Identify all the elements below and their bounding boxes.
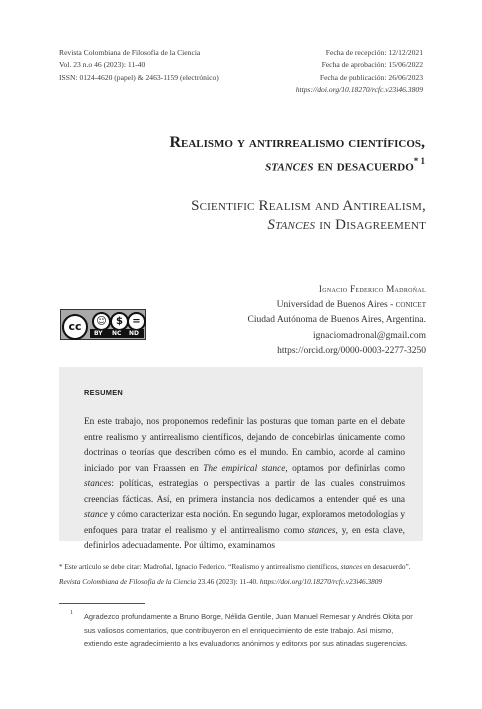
title-en-line1: Scientific Realism and Antirealism, [191,198,426,214]
footnote-number: 1 [70,609,74,616]
footnote-text: Agradezco profundamente a Bruno Borge, Nélida Gentile, Juan Manuel Remesar y Andrés Okita por sus valiosos comentarios, que contribuyeron en el enriquecimiento de este trabajo. Así mismo, extiendo este agradecimiento a lxs evaluadorxs anónimos y editorxs por sus atinadas sugerencias. [84,612,413,649]
author-email[interactable]: ignaciomadronal@gmail.com [313,330,426,341]
journal-volume: Vol. 23 n.o 46 (2023): 11-40 [59,60,146,70]
citation-term: stances [340,562,363,571]
author-orcid[interactable]: https://orcid.org/0000-0003-2277-3250 [277,346,426,357]
cc-icon: cc [62,314,88,340]
abstract-seg5: , y, en esta clave, definirlos adecuadamente. Por último, examinamos [84,525,406,551]
cc-by-label: BY [94,330,103,337]
author-name: Ignacio Federico Madroñal [318,284,426,294]
citation-doi-link[interactable]: https://doi.org/10.18270/rcfc.v23i46.3809 [259,576,383,586]
received-date: Fecha de recepción: 12/12/2021 [325,48,423,57]
journal-header-right [296,47,423,97]
affiliation-conicet: conicet [395,299,426,310]
title-es-italic: stances [265,157,314,175]
doi-link[interactable]: https://doi.org/10.18270/rcfc.v23i46.3809 [295,85,423,95]
journal-name: Revista Colombiana de Filosofía de la Ciencia [59,48,201,57]
footnote-divider [59,603,145,604]
cc-license-badge[interactable] [60,309,146,340]
abstract-seg2: , optamos por definirlas como [285,463,405,474]
author-block [248,282,426,360]
cc-nc-label: NC [112,330,122,337]
citation-seg1: * Este artículo se debe citar: Madroñal, Ignacio Federico. “Realismo y antirrealismo científicos, [59,562,341,571]
citation-journal: Revista Colombiana de Filosofía de la Ciencia [59,576,197,586]
journal-header-left [59,47,219,84]
nc-dollar-icon: $ [110,312,129,331]
abstract-term2: stance [84,510,108,520]
affiliation-university: Universidad de Buenos Aires - [276,299,396,310]
title-en-line2 [191,216,426,235]
title-es-line1: Realismo y antirrealismo científicos, [169,134,425,151]
journal-issn: ISSN: 0124-4620 (papel) & 2463-1159 (electrónico) [59,72,219,82]
nd-equals-icon: = [127,312,146,331]
published-date: Fecha de publicación: 26/06/2023 [319,72,423,82]
abstract-heading: RESUMEN [84,388,124,397]
abstract-term3: stances [308,525,336,536]
title-en-rest: in Disagreement [315,217,426,233]
abstract-seg4: y cómo caracterizar esta noción. En segundo lugar, exploramos metodologías y enfoques para tratar el realismo y el antirrealismo como [84,510,405,536]
abstract-text [84,415,405,555]
title-english [191,197,426,235]
abstract-book-title: The empirical stance [203,463,286,474]
title-es-line2 [169,152,425,175]
author-affiliation [248,298,426,314]
abstract-seg1: En este trabajo, nos proponemos redefinir las posturas que toman parte en el debate entre realismo y antirrealismo científicos, dejando de concebirlas únicamente como doctrinas o teorías que describen cómo es el mundo. En cambio, acorde al camino iniciado por van Fraassen en [84,417,405,474]
title-spanish [169,133,425,175]
title-en-italic: Stances [267,217,316,233]
title-es-rest: en desacuerdo [313,157,414,175]
abstract-term1: stances [84,479,112,489]
author-city: Ciudad Autónoma de Buenos Aires, Argentina. [247,315,426,326]
approved-date: Fecha de aprobación: 15/06/2022 [321,60,423,70]
citation-seg3: 23.46 (2023): 11-40. [196,576,260,586]
title-footnote-marker[interactable]: * 1 [413,156,425,166]
by-person-icon: ☺ [92,312,111,331]
citation-seg2: en desacuerdo”. [362,562,411,571]
citation-note [59,560,423,589]
abstract-seg3: : políticas, estrategias o perspectivas a partir de las cuales construimos creencias fácticas. Así, en primera instancia nos dedicamos a entender qué es una [84,479,405,505]
cc-nd-label: ND [129,330,140,337]
